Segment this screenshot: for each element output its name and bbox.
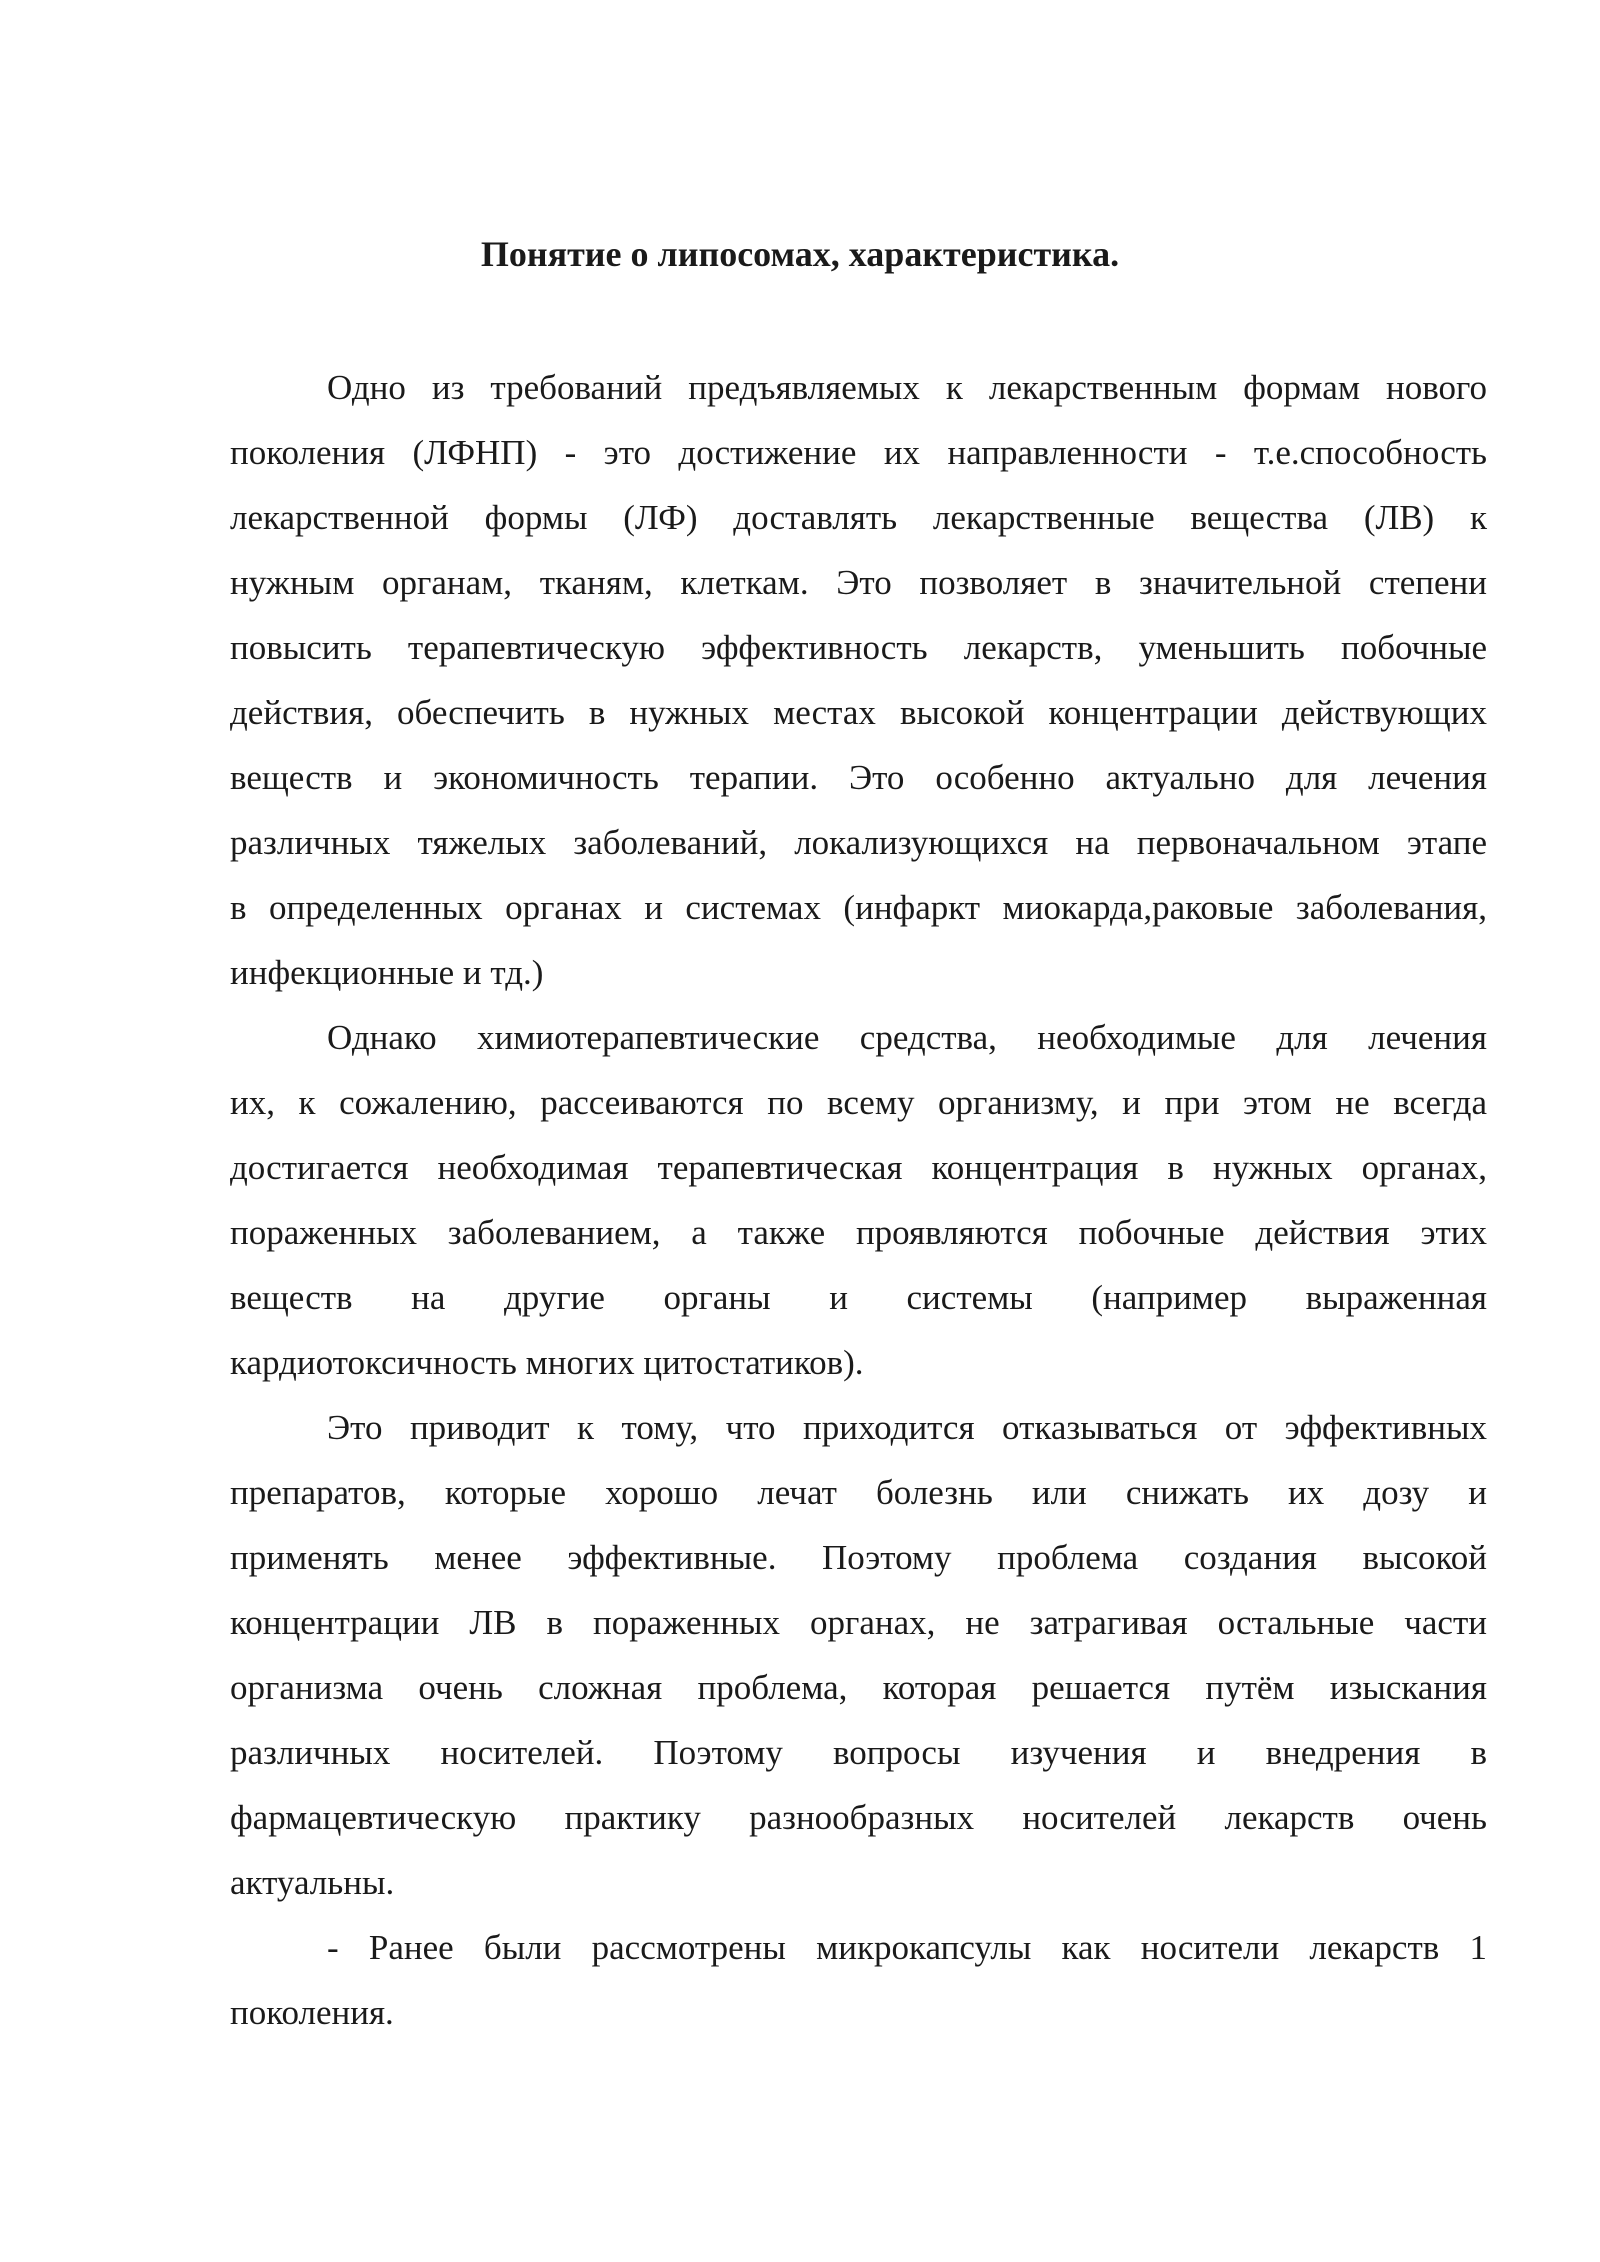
text-line: лекарственной формы (ЛФ) доставлять лекарственные вещества (ЛВ) к — [230, 498, 1487, 537]
text-line: действия, обеспечить в нужных местах высокой концентрации действующих — [230, 693, 1487, 732]
text-line: поколения. — [230, 1993, 394, 2032]
text-line: повысить терапевтическую эффективность лекарств, уменьшить побочные — [230, 628, 1487, 667]
text-line: различных тяжелых заболеваний, локализующихся на первоначальном этапе — [230, 823, 1487, 862]
text-line: их, к сожалению, рассеиваются по всему организму, и при этом не всегда — [230, 1083, 1487, 1122]
text-line: актуальны. — [230, 1863, 395, 1902]
text-line: кардиотоксичность многих цитостатиков). — [230, 1343, 864, 1382]
text-line: организма очень сложная проблема, которая решается путём изыскания — [230, 1668, 1487, 1707]
text-line: Это приводит к тому, что приходится отказываться от эффективных — [327, 1408, 1487, 1447]
text-line: фармацевтическую практику разнообразных носителей лекарств очень — [230, 1798, 1487, 1837]
text-line: поколения (ЛФНП) - это достижение их направленности - т.е.способность — [230, 433, 1487, 472]
page-title: Понятие о липосомах, характеристика. — [480, 234, 1120, 274]
text-line: применять менее эффективные. Поэтому проблема создания высокой — [230, 1538, 1487, 1577]
text-line: пораженных заболеванием, а также проявляются побочные действия этих — [230, 1213, 1487, 1252]
text-line: в определенных органах и системах (инфаркт миокарда,раковые заболевания, — [230, 888, 1487, 927]
text-line: веществ на другие органы и системы (например выраженная — [230, 1278, 1487, 1317]
text-line: достигается необходимая терапевтическая концентрация в нужных органах, — [230, 1148, 1487, 1187]
text-line: веществ и экономичность терапии. Это особенно актуально для лечения — [230, 758, 1487, 797]
text-line: нужным органам, тканям, клеткам. Это позволяет в значительной степени — [230, 563, 1487, 602]
text-line: препаратов, которые хорошо лечат болезнь или снижать их дозу и — [230, 1473, 1487, 1512]
text-line: Одно из требований предъявляемых к лекарственным формам нового — [327, 368, 1487, 407]
text-line: инфекционные и тд.) — [230, 953, 544, 992]
text-line: концентрации ЛВ в пораженных органах, не затрагивая остальные части — [230, 1603, 1487, 1642]
text-line: - Ранее были рассмотрены микрокапсулы как носители лекарств 1 — [327, 1928, 1487, 1967]
text-line: Однако химиотерапевтические средства, необходимые для лечения — [327, 1018, 1487, 1057]
text-line: различных носителей. Поэтому вопросы изучения и внедрения в — [230, 1733, 1487, 1772]
